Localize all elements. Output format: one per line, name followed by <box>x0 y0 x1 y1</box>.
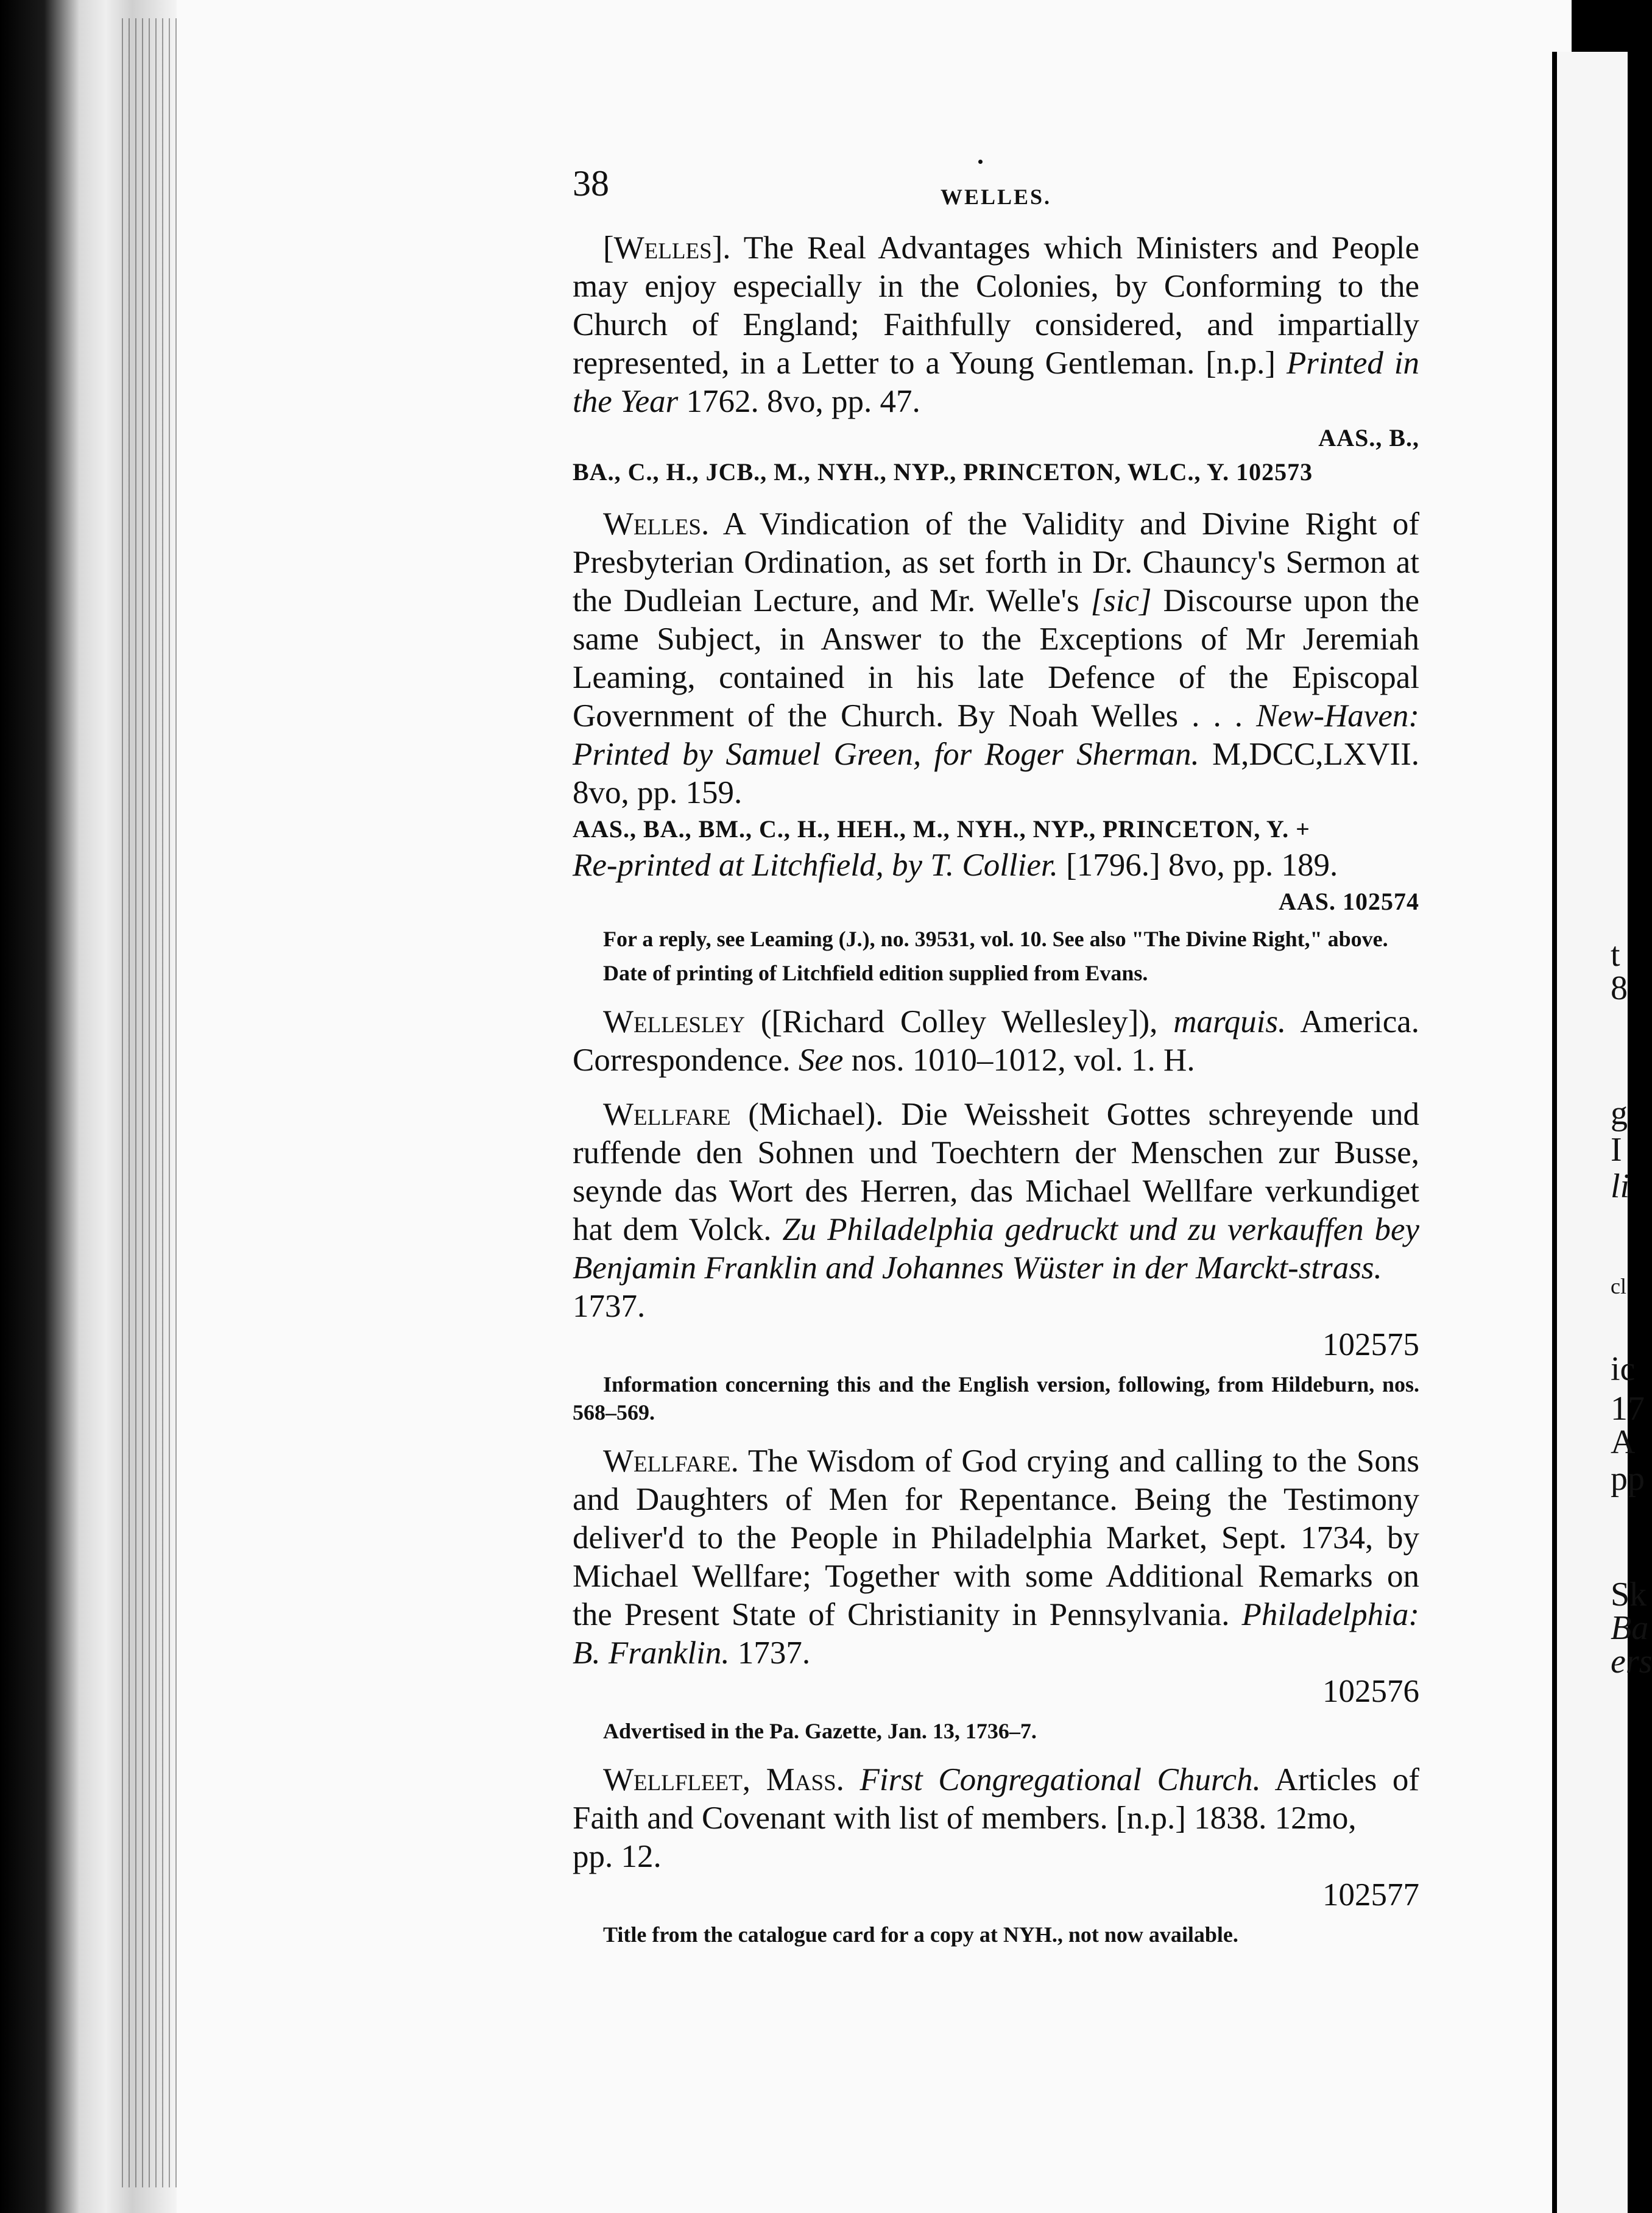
entry-number: AAS. 102574 <box>1278 888 1419 915</box>
entry-description <box>573 1096 1419 1287</box>
entry-year: 1737. <box>573 1289 646 1324</box>
entry-note: For a reply, see Leaming (J.), no. 39531, vol. 10. See also "The Divine Right," above. <box>603 927 1388 951</box>
facing-fragment: li <box>1611 1167 1630 1205</box>
entry-author: (Michael). <box>748 1097 884 1132</box>
entry-format: 1762. 8vo, pp. 47. <box>686 384 920 419</box>
holdings-list: BA., C., H., JCB., M., NYH., NYP., PRINCETON, WLC., Y. 102573 <box>573 458 1313 486</box>
reprint-line <box>573 846 1419 885</box>
holdings-list: AAS., B., <box>1318 424 1419 451</box>
entry-description <box>573 1442 1419 1673</box>
bibliography-entry <box>573 229 1419 489</box>
facing-fragment: g <box>1611 1094 1628 1132</box>
entry-title-text: A Vindication of the Validity and Divine Right of Presbyterian Ordination, as set forth in Dr. Chauncy's Sermon at the Dudleian Lecture, and Mr. Welle's <box>573 506 1420 618</box>
bibliography-entry <box>573 505 1419 987</box>
entry-heading: Wellfare. <box>603 1443 739 1479</box>
reprint-format: [1796.] 8vo, pp. 189. <box>1066 848 1338 883</box>
entry-imprint: New-Haven: Printed by Samuel Green, for Roger Sherman. <box>573 698 1419 772</box>
entry-title-text: Articles of Faith and Covenant with list of members. <box>573 1762 1420 1836</box>
cross-reference: nos. 1010–1012, vol. 1. H. <box>851 1043 1195 1078</box>
entry-author: ([Richard Colley Wellesley]), <box>760 1004 1158 1039</box>
entry-number: 102575 <box>1322 1327 1419 1362</box>
holdings-list: AAS., BA., BM., C., H., HEH., M., NYH., NYP., PRINCETON, Y. + <box>573 815 1310 843</box>
facing-fragment: ers <box>1611 1643 1652 1680</box>
entry-format: 1838. 12mo, <box>1194 1800 1357 1836</box>
entry-note: Date of printing of Litchfield edition supplied from Evans. <box>603 961 1148 985</box>
bibliography-entry <box>573 1442 1419 1745</box>
facing-fragment: A <box>1611 1423 1636 1461</box>
entry-organization: First Congregational Church. <box>860 1762 1261 1797</box>
page-edges <box>122 18 180 2187</box>
entry-heading: Wellesley <box>603 1004 745 1039</box>
no-place: [n.p.] <box>1116 1800 1186 1836</box>
entry-place: Mass. <box>766 1762 844 1797</box>
entry-imprint: Philadelphia: B. Franklin. <box>573 1597 1419 1671</box>
bibliography-entry <box>573 1096 1419 1426</box>
page-header <box>573 165 1419 213</box>
entry-note: Advertised in the Pa. Gazette, Jan. 13, 1736–7. <box>603 1719 1037 1743</box>
entry-imprint: Printed in the Year <box>573 345 1420 419</box>
reprint-imprint: Re-printed at Litchfield, by T. Collier. <box>573 848 1058 883</box>
entry-title-text: The Wisdom of God crying and calling to the Sons and Daughters of Men for Repentance. Being the Testimony deliver'd to the People in Philadelphia Market, Sept. 1734, by Michael Wellfare; Together with some Additional Remarks on the Present State of Christianity in Pennsylvania. <box>573 1443 1419 1632</box>
entry-heading: [Welles]. <box>603 230 731 266</box>
ink-speck <box>978 160 983 164</box>
entry-description <box>573 1761 1419 1838</box>
facing-page-strip <box>1552 52 1652 2213</box>
cross-reference-see: See <box>798 1043 844 1078</box>
gutter-shadow <box>1552 52 1557 2213</box>
bibliography-entry <box>573 1003 1419 1080</box>
entry-number: 102577 <box>1322 1877 1419 1913</box>
facing-fragment: pp <box>1611 1460 1645 1498</box>
facing-fragment: Sk <box>1611 1576 1647 1613</box>
facing-fragment: cl <box>1611 1274 1626 1298</box>
page-content <box>573 165 1419 1949</box>
entry-number: 102576 <box>1322 1674 1419 1709</box>
sic-marker: [sic] <box>1090 583 1152 618</box>
entry-title-text: America. Correspondence. <box>573 1004 1420 1078</box>
facing-fragment: ic <box>1611 1350 1636 1388</box>
entry-format: M,DCC,LXVII. 8vo, pp. 159. <box>573 737 1420 810</box>
page-number: 38 <box>573 163 609 204</box>
facing-fragment: 8 <box>1611 969 1628 1007</box>
no-place: [n.p.] <box>1205 345 1276 381</box>
entry-note: Title from the catalogue card for a copy at NYH., not now available. <box>603 1922 1238 1947</box>
facing-fragment: I <box>1611 1131 1622 1169</box>
entry-heading: Welles. <box>603 506 710 542</box>
entry-description <box>573 1003 1419 1080</box>
entry-year: 1737. <box>737 1635 811 1671</box>
entry-description <box>573 229 1419 421</box>
entry-heading: Wellfare <box>603 1097 731 1132</box>
facing-fragment: 17 <box>1611 1390 1645 1428</box>
entry-note: Information concerning this and the English version, following, from Hildeburn, nos. 568–569. <box>573 1372 1419 1425</box>
entry-description <box>573 505 1419 812</box>
facing-fragment: Ba <box>1611 1609 1649 1647</box>
running-head: WELLES. <box>940 185 1052 209</box>
entry-pages: pp. 12. <box>573 1839 662 1874</box>
facing-fragment: t <box>1611 936 1620 974</box>
entry-imprint: Zu Philadelphia gedruckt und zu verkauffen bey Benjamin Franklin and Johannes Wüster in der Marckt-strass. <box>573 1212 1420 1286</box>
entry-title-text: Discourse upon the same Subject, in Answer to the Exceptions of Mr Jeremiah Leaming, contained in his late Defence of the Episcopal Government of the Church. By Noah Welles . . . <box>573 583 1420 734</box>
entry-title-word: marquis. <box>1173 1004 1287 1039</box>
entry-title-text: The Real Advantages which Ministers and People may enjoy especially in the Colonies, by Conforming to the Church of England; Faithfully considered, and impartially represented, in a Letter to a Young Gentleman. <box>573 230 1419 381</box>
entry-title-text: Die Weissheit Gottes schreyende und ruffende den Sohnen und Toechtern der Menschen zur Busse, seynde das Wort des Herren, das Michael Wellfare verkundiget hat dem Volck. <box>573 1097 1419 1247</box>
entry-heading: Wellfleet, <box>603 1762 751 1797</box>
bibliography-entry <box>573 1761 1419 1949</box>
